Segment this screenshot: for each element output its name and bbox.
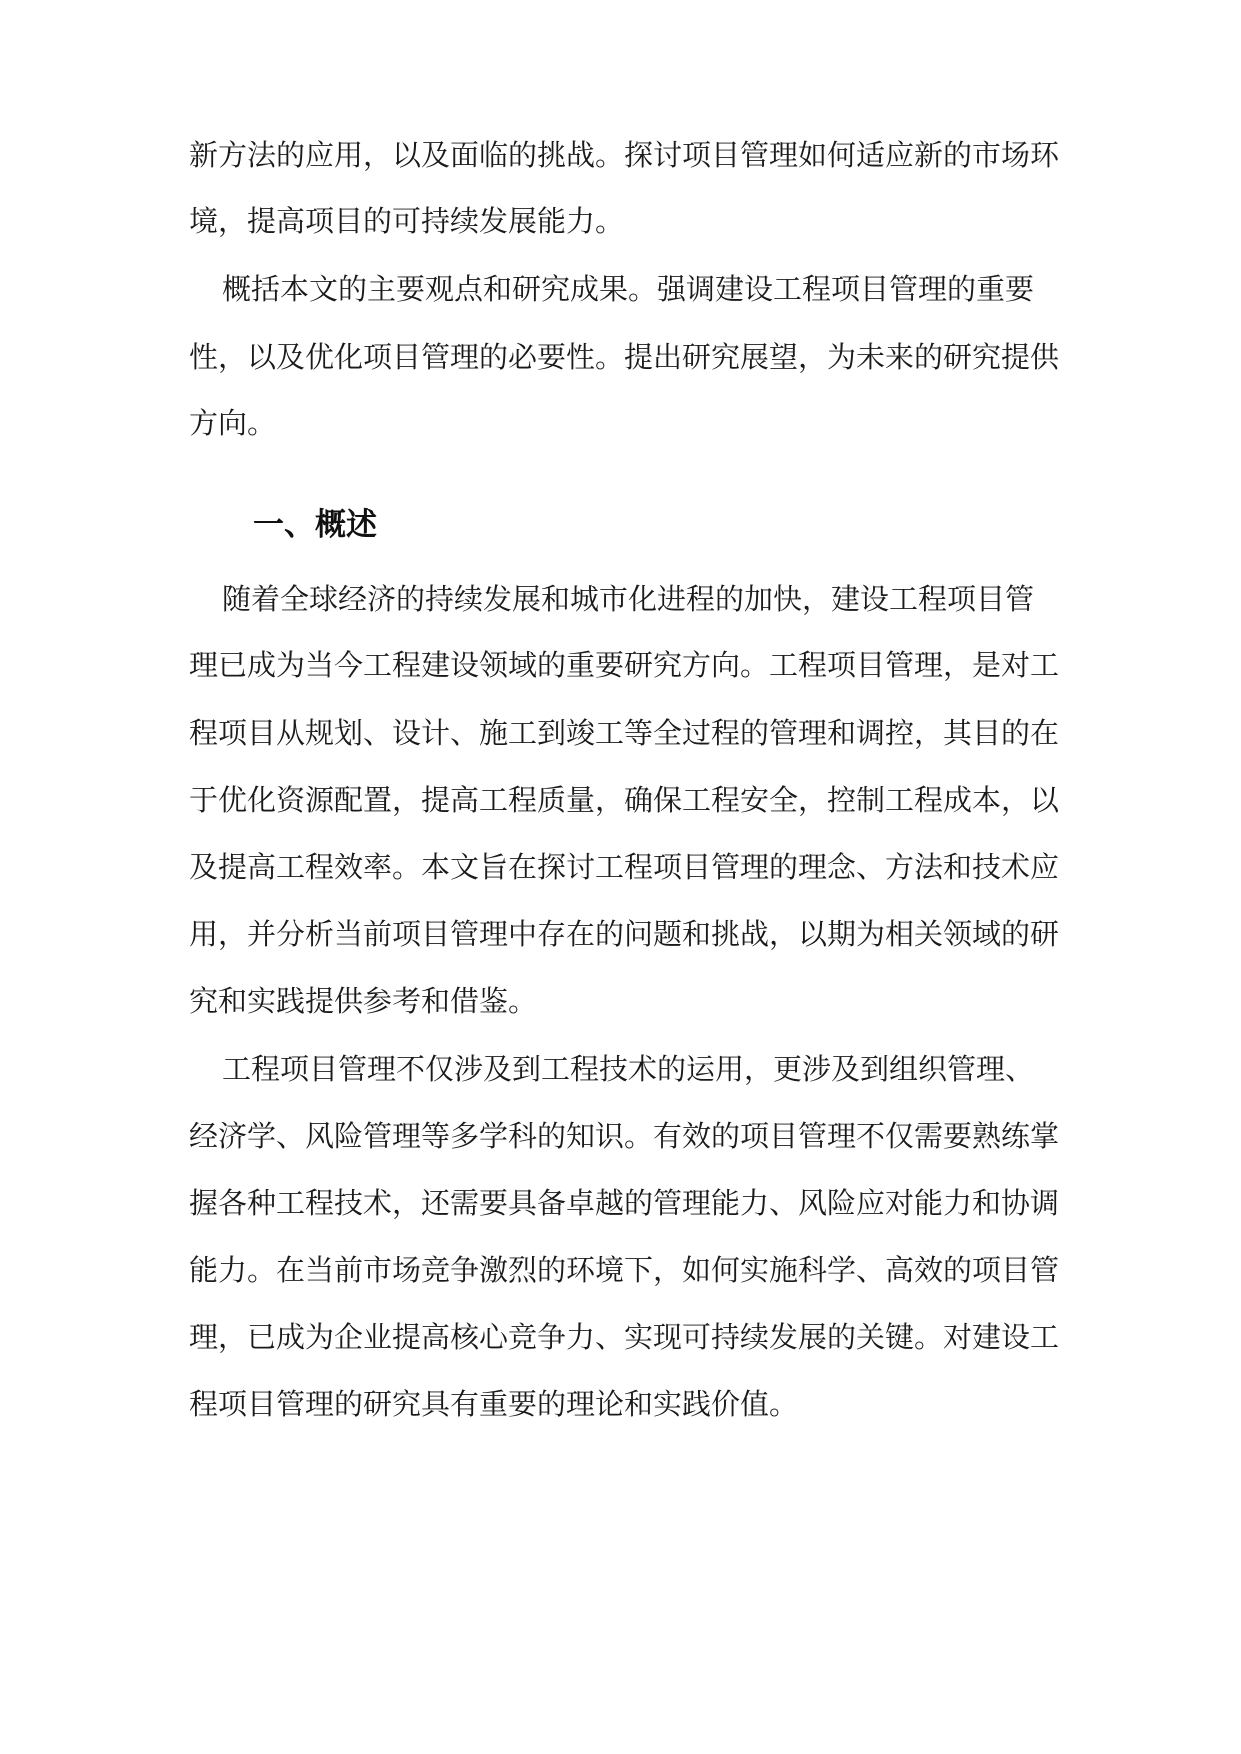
paragraph-line: 程项目从规划、设计、施工到竣工等全过程的管理和调控，其目的在 (189, 716, 1060, 750)
paragraph-line: 境，提高项目的可持续发展能力。 (189, 204, 625, 238)
paragraph-line: 于优化资源配置，提高工程质量，确保工程安全，控制工程成本，以 (189, 783, 1060, 817)
paragraph-line: 随着全球经济的持续发展和城市化进程的加快，建设工程项目管 (222, 582, 1035, 616)
paragraph-line: 用，并分析当前项目管理中存在的问题和挑战，以期为相关领域的研 (189, 917, 1060, 951)
paragraph-line: 性，以及优化项目管理的必要性。提出研究展望，为未来的研究提供 (189, 340, 1060, 374)
paragraph-line: 方向。 (189, 406, 277, 440)
paragraph-line: 理，已成为企业提高核心竞争力、实现可持续发展的关键。对建设工 (189, 1320, 1060, 1354)
paragraph-line: 究和实践提供参考和借鉴。 (189, 984, 538, 1018)
paragraph-line: 及提高工程效率。本文旨在探讨工程项目管理的理念、方法和技术应 (189, 850, 1060, 884)
paragraph-line: 握各种工程技术，还需要具备卓越的管理能力、风险应对能力和协调 (189, 1186, 1060, 1220)
paragraph-line: 经济学、风险管理等多学科的知识。有效的项目管理不仅需要熟练掌 (189, 1119, 1060, 1153)
paragraph-line: 新方法的应用，以及面临的挑战。探讨项目管理如何适应新的市场环 (189, 138, 1060, 172)
section-heading: 一、概述 (253, 507, 377, 543)
paragraph-line: 能力。在当前市场竞争激烈的环境下，如何实施科学、高效的项目管 (189, 1253, 1060, 1287)
paragraph-line: 程项目管理的研究具有重要的理论和实践价值。 (189, 1387, 799, 1421)
paragraph-line: 概括本文的主要观点和研究成果。强调建设工程项目管理的重要 (222, 272, 1035, 306)
paragraph-line: 工程项目管理不仅涉及到工程技术的运用，更涉及到组织管理、 (222, 1052, 1035, 1086)
paragraph-line: 理已成为当今工程建设领域的重要研究方向。工程项目管理，是对工 (189, 648, 1060, 682)
